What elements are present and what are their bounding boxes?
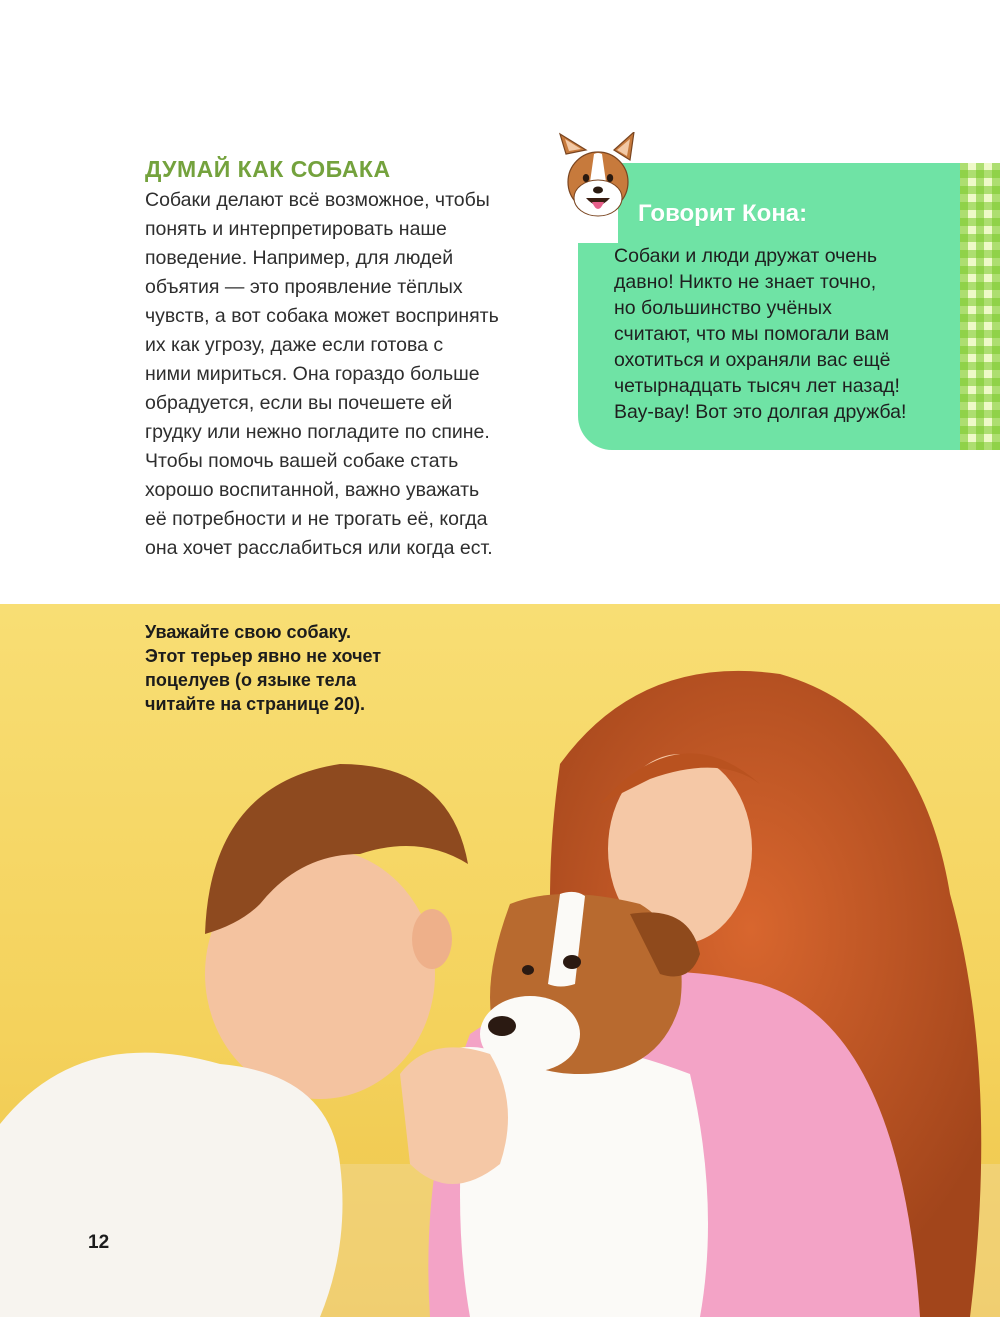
tip-text	[614, 243, 944, 425]
paragraph-line: хорошо воспитанной, важно уважать	[145, 479, 480, 501]
photo-caption	[145, 620, 445, 716]
paragraph-line: Чтобы помочь вашей собаке стать	[145, 450, 459, 472]
tip-line: давно! Никто не знает точно,	[614, 271, 877, 293]
tip-line: четырнадцать тысяч лет назад!	[614, 375, 900, 397]
tip-line: Вау-вау! Вот это долгая дружба!	[614, 401, 907, 423]
paragraph-line: обрадуется, если вы почешете ей	[145, 392, 453, 414]
paragraph-line: грудку или нежно погладите по спине.	[145, 421, 490, 443]
tip-line: Собаки и люди дружат очень	[614, 245, 878, 267]
tip-line: но большинство учёных	[614, 297, 832, 319]
tip-line: охотиться и охраняли вас ещё	[614, 349, 891, 371]
tip-line: считают, что мы помогали вам	[614, 323, 890, 345]
caption-line: поцелуев (о языке тела	[145, 670, 357, 690]
tip-title: Говорит Кона:	[638, 200, 808, 227]
paragraph-line: понять и интерпретировать наше	[145, 218, 447, 240]
article-paragraph	[145, 186, 545, 563]
gingham-border	[960, 163, 1000, 450]
caption-line: читайте на странице 20).	[145, 694, 365, 714]
paragraph-line: её потребности и не трогать её, когда	[145, 508, 488, 530]
paragraph-line: Собаки делают всё возможное, чтобы	[145, 189, 490, 211]
caption-line: Уважайте свою собаку.	[145, 622, 352, 642]
paragraph-line: ними мириться. Она гораздо больше	[145, 363, 480, 385]
corgi-mascot-icon	[556, 132, 642, 232]
paragraph-line: она хочет расслабиться или когда ест.	[145, 537, 493, 559]
paragraph-line: чувств, а вот собака может воспринять	[145, 305, 499, 327]
caption-line: Этот терьер явно не хочет	[145, 646, 382, 666]
section-heading: ДУМАЙ КАК СОБАКА	[145, 156, 391, 182]
page-number: 12	[88, 1232, 110, 1253]
paragraph-line: поведение. Например, для людей	[145, 247, 454, 269]
paragraph-line: объятия — это проявление тёплых	[145, 276, 463, 298]
paragraph-line: их как угрозу, даже если готова с	[145, 334, 444, 356]
